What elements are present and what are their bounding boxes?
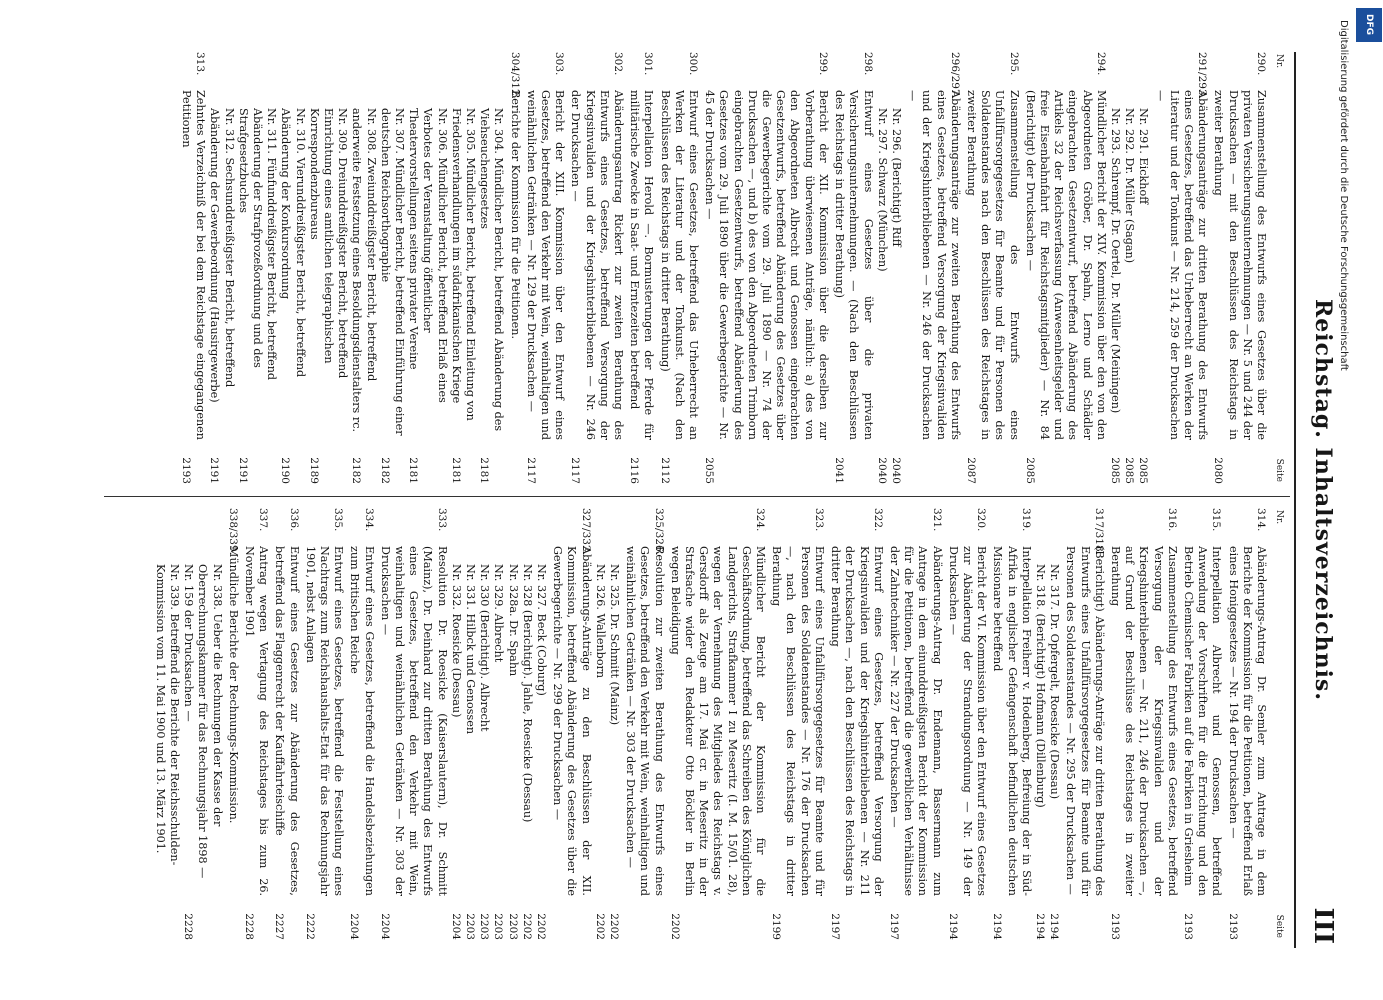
entry-text: Nr. 308. Zweiunddreißigster Bericht, betreffend anderweite Festsetzung eines Besoldungsdienstalters rc. (350, 108, 378, 433)
entry-text: Entwurf eines Gesetzes zur Abänderung des Gesetzes, betreffend das Flaggenrecht der Kauffahrteischiffe (273, 546, 301, 896)
entry-number: 314. (1255, 508, 1267, 532)
entry-text: Abänderungsantrag Rickert zur zweiten Berathung des Entwurfs eines Gesetzes, betreffend Versorgung der Kriegsinvaliden und der Kriegshinterbliebenen — Nr. 246 der Drucksachen — (569, 90, 626, 440)
entry-number: 319. (1019, 508, 1032, 532)
entry-number: 323. (812, 508, 825, 532)
entry-number: 325/326. (652, 508, 665, 555)
index-entry (990, 508, 1033, 940)
page-reference: 2085 (1137, 457, 1150, 484)
index-entry (1181, 508, 1224, 940)
entry-text: Nr. 296. (Berichtigt) Riff (889, 108, 903, 247)
entry-number: 295. (1007, 52, 1020, 76)
entry-text: Nr. 309. Dreiunddreißigster Bericht, betreffend Einrichtung eines amtlichen telegraphischen Korrespondenzbureaus (307, 108, 350, 379)
entry-number: 336. (287, 508, 300, 532)
index-entry (179, 52, 207, 484)
page-reference: 2040 (889, 457, 902, 484)
page-reference: 2204 (348, 913, 361, 940)
entry-text: (Berichtigt) Abänderungs-Anträge zur dritten Berathung des Entwurfs eines Unfallfürsorgegesetzes für Beamte und für Personen des Soldatenstandes — Nr. 295 der Drucksachen — (1064, 546, 1106, 896)
index-subentry (1108, 90, 1122, 484)
index-subentry (153, 546, 181, 940)
page-reference: 2194 (1033, 913, 1046, 940)
page-reference: 2181 (449, 457, 462, 484)
index-subentry (449, 90, 477, 484)
page-reference: 2193 (179, 457, 192, 484)
entry-text: Nr. 328a. Dr. Spahn (506, 564, 520, 677)
page-reference: 2117 (524, 457, 537, 484)
entry-text: Nr. 328 (Berichtigt). Jahle, Roesicke (Dessau) (520, 564, 534, 823)
entry-text: Abänderungs-Antrag Dr. Endemann, Bassermann zum Antrage in dem einunddreißigsten Bericht der Kommission für die Petitionen, betreffend die gewerblichen Verhältnisse der Zahntechniker — Nr. 227 der Drucksachen — (887, 546, 944, 896)
entry-number: 296/297. (948, 52, 961, 99)
page-reference: 2117 (569, 457, 582, 484)
page-reference: 2189 (307, 457, 320, 484)
entry-number: 304/312. (508, 52, 521, 99)
page-reference: 2204 (449, 913, 462, 940)
index-subentry (349, 90, 377, 484)
column-header (1268, 52, 1284, 484)
entry-text: Nr. 318. (Berichtigt) Hofmann (Dillenburg) (1033, 564, 1047, 808)
page-number: III (1308, 907, 1338, 944)
entry-text: Nr. 327. Beck (Coburg) (535, 564, 549, 696)
entry-text: Abänderungs-Antrag Dr. Semler zum Antrage in dem Berichte der Kommission für die Petitionen, betreffend Erlaß eines Honiggesetzes — Nr. 194 der Drucksachen — (1226, 546, 1268, 896)
index-subentry (449, 546, 463, 940)
entry-text: Nr. 325. Dr. Schmitt (Mainz) (608, 564, 622, 726)
page-reference: 2190 (279, 457, 292, 484)
entry-number: 321. (930, 508, 943, 532)
page-reference: 2085 (1123, 457, 1136, 484)
entry-text: Entwurf eines Gesetzes, betreffend die Handelsbeziehungen zum Britischen Reiche (348, 546, 376, 896)
page-reference: 2087 (964, 457, 977, 484)
entry-number: 313. (194, 52, 207, 76)
entry-number: 303. (553, 52, 566, 76)
entry-text: Bericht der VI. Kommission über den Entwurf eines Gesetzes zur Abänderung der Strandungsordnung — Nr. 149 der Drucksachen — (946, 546, 989, 896)
page-reference: 2202 (668, 913, 681, 940)
page-reference: 2203 (464, 913, 477, 940)
index-entry (832, 52, 875, 484)
index-subentry (236, 90, 279, 484)
index-subentry (477, 90, 505, 484)
index-entry (347, 508, 375, 940)
entry-text: Interpellation Freiherr v. Hodenberg, Befreiung der in Süd-Afrika in englischer Gefangenschaft befindlichen deutschen Missionare betreffend (991, 546, 1033, 896)
entry-number: 300. (687, 52, 700, 76)
index-subentry (534, 546, 548, 940)
index-entry (1152, 52, 1209, 484)
entry-text: Nr. 291. Eickhoff (1137, 108, 1151, 205)
entry-text: Nr. 292. Dr. Müller (Sagan) (1123, 108, 1137, 264)
index-entry (242, 508, 270, 940)
page-reference: 2194 (991, 913, 1004, 940)
index-entry (507, 52, 521, 484)
page-reference: 2085 (1023, 457, 1036, 484)
entry-text: Abänderungsanträge zur zweiten Berathung des Entwurfs eines Gesetzes, betreffend Versorgung der Kriegsinvaliden und der Kriegshinterbliebenen — Nr. 246 der Drucksachen — (906, 90, 962, 440)
index-subentry (520, 546, 534, 940)
entry-text: Nr. 338. Ueber die Rechnungen der Kasse der Oberrechnungskammer für das Rechnungsjahr 1898 — Nr. 159 der Drucksachen — (182, 564, 224, 879)
page-reference: 2193 (1226, 913, 1239, 940)
page-reference: 2203 (492, 913, 505, 940)
index-subentry (505, 546, 519, 940)
page-reference: 2193 (1181, 913, 1194, 940)
entry-text: Entwurf eines Gesetzes, betreffend das Urheberrecht an Werken der Literatur und der Tonkunst. (Nach den Beschlüssen des Reichstags in dritter Berathung) (658, 90, 701, 440)
index-entry (272, 508, 300, 940)
index-entry (568, 52, 625, 484)
index-subentry (875, 90, 889, 484)
index-entry (623, 508, 666, 940)
index-entry (657, 52, 700, 484)
entry-number: 338/339. (226, 508, 239, 555)
index-subentry (607, 546, 621, 940)
index-subentry (1122, 90, 1136, 484)
page-reference: 2182 (378, 457, 391, 484)
index-subentry (406, 90, 449, 484)
entry-text: Entwurf eines Gesetzes, betreffend die Feststellung eines Nachtrags zum Reichshaushalts-Etat für das Rechnungsjahr 1901, nebst Anlagen (303, 546, 346, 896)
page-reference: 2055 (703, 457, 716, 484)
entry-text: Zehntes Verzeichniß der bei dem Reichstage eingegangenen Petitionen (179, 90, 208, 440)
entry-text: Mündlicher Bericht der XIV. Kommission über den von den Abgeordneten Gröber, Dr. Spahn, Lerno und Schädler eingebrachten Gesetzentwurf, betreffend Abänderung des Artikels 32 der Reichsverfassung (Anwesenheitsgelder und freie Eisenbahnfahrt für Reichstagsmitglieder) — Nr. 84 (Berichtigt) der Drucksachen — (1023, 90, 1108, 440)
page-reference: 2197 (887, 913, 900, 940)
entry-number: 291/293. (1196, 52, 1209, 99)
entry-text: Nr. 307. Mündlicher Bericht, betreffend Einführung einer deutschen Reichsorthographie (378, 108, 407, 436)
entry-number: 324. (754, 508, 767, 532)
entry-text: Zusammenstellung des Entwurfs eines Gesetzes, betreffend Versorgung der Kriegsinvaliden und der Kriegshinterbliebenen — Nr. 211, 246 der Drucksachen —, auf Grund der Beschlüsse des Reichstages in zweiter Berathung (1108, 546, 1179, 896)
page-title: Reichstag. Inhaltsverzeichnis. (1310, 299, 1336, 701)
rotated-content (96, 52, 1342, 948)
entry-text: Abänderungs-Anträge zu den Beschlüssen der XII. Kommission, betreffend Abänderung des Gesetzes über die Gewerbegerichte — Nr. 299 der Drucksachen — (551, 546, 593, 896)
index-entry (1225, 508, 1268, 940)
entry-text: Nr. 329. Albrecht (492, 564, 506, 663)
nr-label: Nr. (1274, 54, 1284, 69)
entry-text: Abänderungsanträge zur dritten Berathung des Entwurfs eines Gesetzes, betreffend das Urheberrecht an Werken der Literatur und der Tonkunst — Nr. 214, 259 der Drucksachen — (1153, 90, 1210, 440)
index-entry (887, 508, 944, 940)
entry-text: Interpellation Herold —. Bormusterungen der Pferde für militärische Zwecke in Saat- und Erntezeiten betreffend (628, 90, 656, 440)
entry-text: Nr. 293. Schrempf, Dr. Oertel, Dr. Müller (Meiningen) (1108, 108, 1122, 414)
index-subentry (1033, 546, 1047, 940)
index-entry (303, 508, 346, 940)
page-reference: 2203 (506, 913, 519, 940)
index-subentry (181, 546, 224, 940)
page-reference: 2181 (407, 457, 420, 484)
page-reference: 2080 (1212, 457, 1225, 484)
nr-label: Nr. (1274, 510, 1284, 525)
index-subentry (207, 90, 235, 484)
entry-number: 294. (1094, 52, 1107, 76)
index-entry (1063, 508, 1106, 940)
entry-text: Entwurf eines Unfallfürsorgegesetzes für Beamte und für Personen des Soldatenstandes — Nr. 176 der Drucksachen —, nach den Beschlüssen des Reichstags in dritter Berathung (770, 546, 826, 896)
entry-text: Mündliche Berichte der Rechnungs-Kommission. (226, 546, 240, 824)
entry-number: 302. (612, 52, 625, 76)
index-entry (1211, 52, 1268, 484)
page-reference: 2228 (242, 913, 255, 940)
index-subentry (491, 546, 505, 940)
index-entry (226, 508, 240, 940)
entry-number: 298. (861, 52, 874, 76)
entry-number: 333. (435, 508, 448, 532)
page-reference: 2202 (535, 913, 548, 940)
entry-number: 315. (1210, 508, 1223, 532)
index-subentry (477, 546, 491, 940)
index-subentry (307, 90, 350, 484)
page-reference: 2199 (770, 913, 783, 940)
page-reference: 2193 (1108, 913, 1121, 940)
entry-text: Nr. 339. Betreffend die Berichte der Reichsschulden-Kommission vom 11. Mai 1900 und 13. März 1901. (153, 564, 181, 866)
entry-number: 317/318. (1092, 508, 1105, 555)
entry-text: Resolution Dr. Roesicke (Kaiserslautern), Dr. Schmitt (Mainz), Dr. Deinhard zur dritten Berathung des Entwurfs eines Gesetzes, betreffend den Verkehr mit Wein, weinhaltigen und weinähnlichen Getränken — Nr. 303 der Drucksachen — (378, 546, 449, 896)
entry-number: 316. (1165, 508, 1178, 532)
index-subentry (1136, 90, 1150, 484)
page-reference: 2040 (875, 457, 888, 484)
index-subentry (889, 90, 903, 484)
entry-text: Berichte der Kommission für die Petitionen. (508, 90, 522, 340)
page-reference: 2041 (833, 457, 846, 484)
entry-text: Nr. 310. Vierunddreißigster Bericht, betreffend Abänderung der Konkursordnung (279, 108, 307, 378)
entry-text: Nr. 297. Schwarz (München) (875, 108, 889, 272)
index-entry (1023, 52, 1108, 484)
entry-text: Nr. 311. Fünfunddreißigster Bericht, betreffend Abänderung der Strafprozeßordnung und des Strafgesetzbuches (236, 108, 279, 381)
entry-text: Nr. 305. Mündlicher Bericht, betreffend Einleitung von Friedensverhandlungen im südafrikanischen Kriege (449, 108, 478, 421)
entry-number: 337. (257, 508, 270, 532)
index-entry (668, 508, 767, 940)
entry-number: 320. (975, 508, 988, 532)
entry-text: Nr. 330 (Berichtigt). Albrecht (478, 564, 492, 732)
index-entry (378, 508, 449, 940)
index-entry (964, 52, 1021, 484)
index-subentry (1047, 546, 1061, 940)
column-header (1268, 508, 1284, 940)
entry-text: Nr. 326. Wallenborn (593, 564, 607, 679)
index-entry (702, 52, 830, 484)
page-reference: 2222 (303, 913, 316, 940)
entry-text: Zusammenstellung des Entwurfs eines Unfallfürsorgegesetzes für Beamte und für Personen des Soldatenstandes nach den Beschlüssen des Reichstages in zweiter Berathung (964, 90, 1021, 440)
entry-text: Entwurf eines Gesetzes, betreffend Versorgung der Kriegsinvaliden und der Kriegshinterbliebenen — Nr. 211 der Drucksachen —, nach den Beschlüssen des Reichstags in dritter Berathung (829, 546, 885, 896)
index-subentry (463, 546, 477, 940)
page-reference: 2197 (829, 913, 842, 940)
entry-number: 335. (332, 508, 345, 532)
entry-text: Resolution zur zweiten Berathung des Entwurfs eines Gesetzes, betreffend den Verkehr mit Wein, weinhaltigen und weinähnlichen Getränken — Nr. 303 der Drucksachen — (624, 546, 666, 896)
page-reference: 2085 (1108, 457, 1121, 484)
index-page (96, 52, 1342, 948)
page-reference: 2112 (658, 457, 671, 484)
entry-text: Nr. 306. Mündlicher Bericht, betreffend Erlaß eines Verbotes der Veranstaltung öffentlicher Theatervorstellungen seitens privater Vereine (407, 108, 449, 403)
left-column (104, 52, 1284, 484)
entry-number: 327/332. (579, 508, 592, 555)
index-entry (828, 508, 885, 940)
index-entry (769, 508, 826, 940)
index-entry (946, 508, 989, 940)
entry-text: Antrag wegen Vertagung des Reichstages bis zum 26. November 1901 (242, 546, 271, 896)
page-reference: 2202 (593, 913, 606, 940)
right-column (104, 508, 1284, 940)
page-reference: 2194 (946, 913, 959, 940)
dfg-logo: DFG (1356, 8, 1382, 42)
page-reference: 2202 (608, 913, 621, 940)
entry-text: Interpellation Albrecht und Genossen, betreffend Anwendung der Vorschriften für die Errichtung und den Betrieb Chemischer Fabriken auf die Fabriken in Griesheim (1181, 546, 1224, 896)
index-subentry (378, 90, 406, 484)
entry-number: 322. (871, 508, 884, 532)
entry-number: 301. (642, 52, 655, 76)
index-entry (524, 52, 567, 484)
seite-label: Seite (1274, 914, 1284, 938)
page-reference: 2227 (273, 913, 286, 940)
index-entry (627, 52, 655, 484)
digitization-credit: Digitalisierung gefördert durch die Deutsche Forschungsgemeinschaft (1338, 20, 1349, 371)
page-reference: 2202 (520, 913, 533, 940)
entry-text: Zusammenstellung des Entwurfs eines Gesetzes über die privaten Versicherungsunternehmungen — Nr. 5 und 244 der Drucksachen — mit den Beschlüssen des Reichstags in zweiter Berathung (1212, 90, 1268, 440)
entry-number: 334. (362, 508, 375, 532)
entry-text: Entwurf eines Gesetzes über die privaten Versicherungsunternehmungen. — (Nach den Beschlüssen des Reichstags in dritter Berathung) (833, 90, 875, 440)
page-reference: 2194 (1048, 913, 1061, 940)
page-reference: 2182 (350, 457, 363, 484)
page-reference: 2191 (236, 457, 249, 484)
entry-text: Bericht der XIII. Kommission über den Entwurf eines Gesetzes, betreffend den Verkehr mit Wein, weinhaltigen und weinähnlichen Getränken — Nr. 129 der Drucksachen — (524, 90, 567, 440)
index-entry (550, 508, 593, 940)
seite-label: Seite (1274, 458, 1284, 482)
entry-text: Nr. 332. Roesicke (Dessau) (449, 564, 463, 718)
index-subentry (593, 546, 607, 940)
entry-text: Nr. 317. Dr. Opfergelt, Roesicke (Dessau) (1048, 564, 1062, 800)
index-subentry (278, 90, 306, 484)
page-reference: 2203 (478, 913, 491, 940)
entry-text: Nr. 312. Sechsunddreißigster Bericht, betreffend Abänderung der Gewerbeordnung (Hausirgewerbe) (208, 108, 236, 403)
index-entry (905, 52, 962, 484)
column-divider (104, 496, 1290, 497)
page-reference: 2116 (628, 457, 641, 484)
page-reference: 2181 (478, 457, 491, 484)
entry-text: Mündlicher Bericht der Kommission für die Geschäftsordnung, betreffend das Schreiben des Königlichen Landgerichts, Strafkammer I zu Meseritz (I. M. 15/01. 28), wegen der Vernehmung des Mitgliedes des Reichstags v. Gersdorff als Zeuge am 17. Mai cr. in Meseritz in der Strafsache wider den Redakteur Otto Böckler in Berlin wegen Beleidigung (668, 546, 768, 896)
entry-text: Nr. 331. Hilbck und Genossen (464, 564, 478, 735)
entry-text: Bericht der XII. Kommission über die derselben zur Vorberathung überwiesenen Anträge, nämlich: a) des von den Abgeordneten Albrecht und Genossen eingebrachten Gesetzentwurfs, betreffend Abänderung des Gesetzes über die Gewerbegerichte vom 29. Juli 1890 — Nr. 74 der Drucksachen —, und b) des von den Abgeordneten Trimborn eingebrachten Gesetzentwurfs, betreffend Abänderung des Gesetzes vom 29. Juli 1890 über die Gewerbegerichte — Nr. 45 der Drucksachen — (703, 90, 830, 440)
entry-text: Nr. 304. Mündlicher Bericht, betreffend Abänderung des Viehseuchengesetzes (478, 108, 506, 432)
entry-number: 299. (816, 52, 829, 76)
entry-number: 290. (1255, 52, 1267, 76)
index-entry (1108, 508, 1179, 940)
page-reference: 2228 (182, 913, 195, 940)
page-reference: 2191 (208, 457, 221, 484)
page-reference: 2204 (378, 913, 391, 940)
